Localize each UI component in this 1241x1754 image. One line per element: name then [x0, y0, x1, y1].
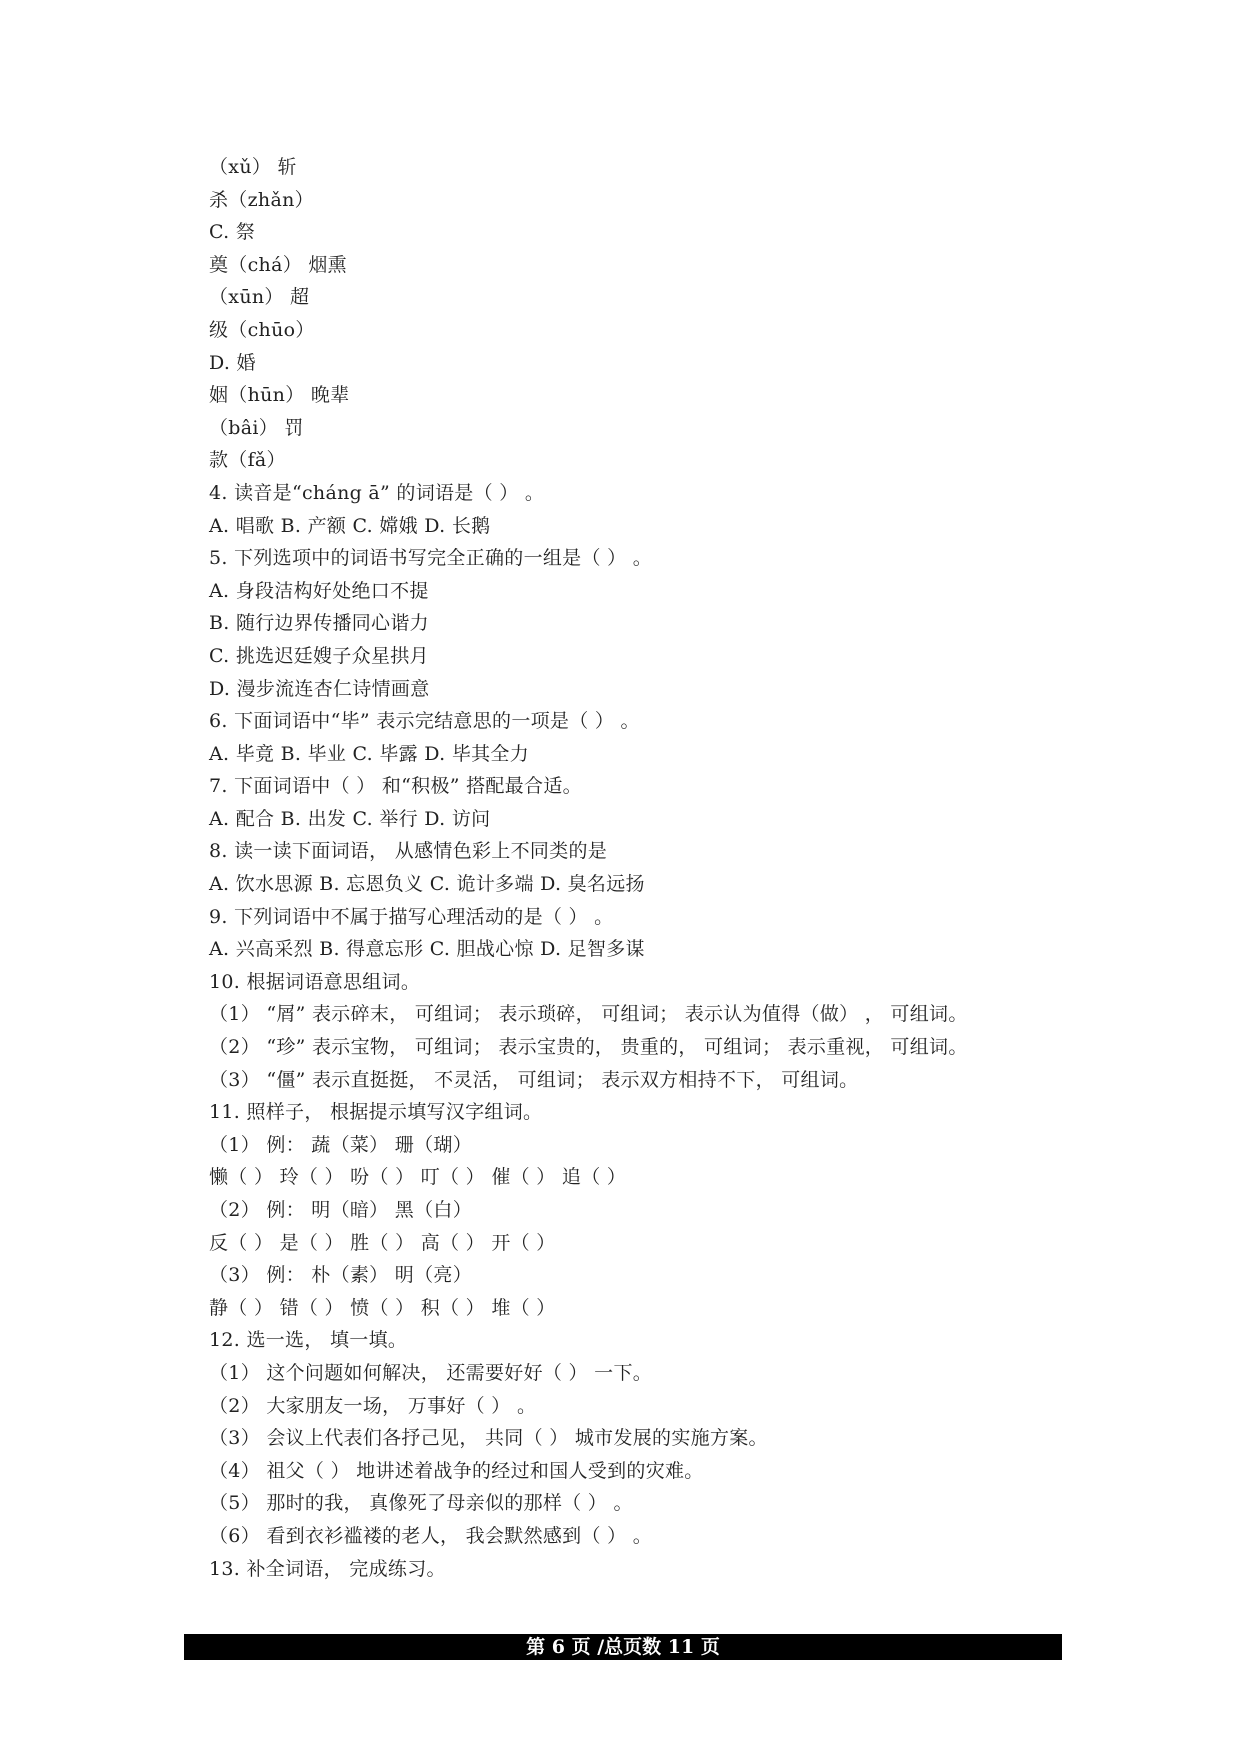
text-line: （3） 会议上代表们各抒己见， 共同（ ） 城市发展的实施方案。 — [209, 1427, 768, 1450]
text-line: 5. 下列选项中的词语书写完全正确的一组是（ ） 。 — [209, 547, 653, 570]
text-line: （1） “屑” 表示碎末， 可组词； 表示琐碎， 可组词； 表示认为值得（做） ， 可组词。 — [209, 1003, 968, 1026]
text-line: 6. 下面词语中“毕” 表示完结意思的一项是（ ） 。 — [209, 710, 640, 733]
text-line: 奠（chá） 烟熏 — [209, 253, 347, 276]
text-line: 4. 读音是“cháng ā” 的词语是（ ） 。 — [209, 481, 545, 504]
text-line: 级（chūo） — [209, 318, 315, 341]
document-body — [209, 151, 1089, 1585]
text-line: C. 挑选迟廷嫂子众星拱月 — [209, 644, 429, 667]
text-line: （2） “珍” 表示宝物， 可组词； 表示宝贵的， 贵重的， 可组词； 表示重视， 可组词。 — [209, 1036, 968, 1059]
text-line: A. 身段洁构好处绝口不提 — [209, 579, 429, 602]
text-line: （bâi） 罚 — [209, 416, 304, 439]
page-number-label: 第 6 页 /总页数 11 页 — [526, 1636, 720, 1658]
text-line: （4） 祖父（ ） 地讲述着战争的经过和国人受到的灾难。 — [209, 1459, 704, 1482]
text-line: 7. 下面词语中（ ） 和“积极” 搭配最合适。 — [209, 775, 582, 798]
text-line: A. 配合 B. 出发 C. 举行 D. 访问 — [209, 807, 491, 830]
text-line: （6） 看到衣衫褴褛的老人， 我会默然感到（ ） 。 — [209, 1524, 653, 1547]
text-line: （3） 例： 朴（素） 明（亮） — [209, 1264, 473, 1287]
text-line: 姻（hūn） 晚辈 — [209, 384, 350, 407]
text-line: （5） 那时的我， 真像死了母亲似的那样（ ） 。 — [209, 1492, 633, 1515]
text-line: A. 兴高采烈 B. 得意忘形 C. 胆战心惊 D. 足智多谋 — [209, 938, 645, 961]
text-line: （xūn） 超 — [209, 286, 310, 309]
text-line: 12. 选一选， 填一填。 — [209, 1329, 408, 1352]
text-line: 9. 下列词语中不属于描写心理活动的是（ ） 。 — [209, 905, 614, 928]
text-line: 杀（zhǎn） — [209, 188, 314, 211]
text-line: 懒（ ） 玲（ ） 吩（ ） 叮（ ） 催（ ） 追（ ） — [209, 1166, 627, 1189]
text-line: 静（ ） 错（ ） 愤（ ） 积（ ） 堆（ ） — [209, 1296, 556, 1319]
text-line: 10. 根据词语意思组词。 — [209, 970, 421, 993]
text-line: 款（fǎ） — [209, 449, 286, 472]
text-line: 8. 读一读下面词语， 从感情色彩上不同类的是 — [209, 840, 608, 863]
text-line: 11. 照样子， 根据提示填写汉字组词。 — [209, 1101, 543, 1124]
text-line: （3） “僵” 表示直挺挺， 不灵活， 可组词； 表示双方相持不下， 可组词。 — [209, 1068, 859, 1091]
text-line: A. 毕竟 B. 毕业 C. 毕露 D. 毕其全力 — [209, 742, 530, 765]
text-line: D. 漫步流连杏仁诗情画意 — [209, 677, 430, 700]
text-line: （xǔ） 斩 — [209, 156, 297, 178]
text-line: （1） 这个问题如何解决， 还需要好好（ ） 一下。 — [209, 1361, 653, 1384]
page-footer — [184, 1634, 1062, 1660]
text-line: C. 祭 — [209, 221, 256, 244]
text-line: （2） 例： 明（暗） 黑（白） — [209, 1199, 473, 1221]
text-line: 13. 补全词语， 完成练习。 — [209, 1557, 446, 1580]
text-line: （1） 例： 蔬（菜） 珊（瑚） — [209, 1133, 473, 1156]
text-line: A. 饮水思源 B. 忘恩负义 C. 诡计多端 D. 臭名远扬 — [209, 873, 645, 896]
text-line: D. 婚 — [209, 351, 256, 374]
text-line: 反（ ） 是（ ） 胜（ ） 高（ ） 开（ ） — [209, 1231, 556, 1254]
text-line: （2） 大家朋友一场， 万事好（ ） 。 — [209, 1394, 537, 1417]
text-line: B. 随行边界传播同心谐力 — [209, 612, 429, 635]
text-line: A. 唱歌 B. 产额 C. 嫦娥 D. 长鹅 — [209, 514, 491, 537]
